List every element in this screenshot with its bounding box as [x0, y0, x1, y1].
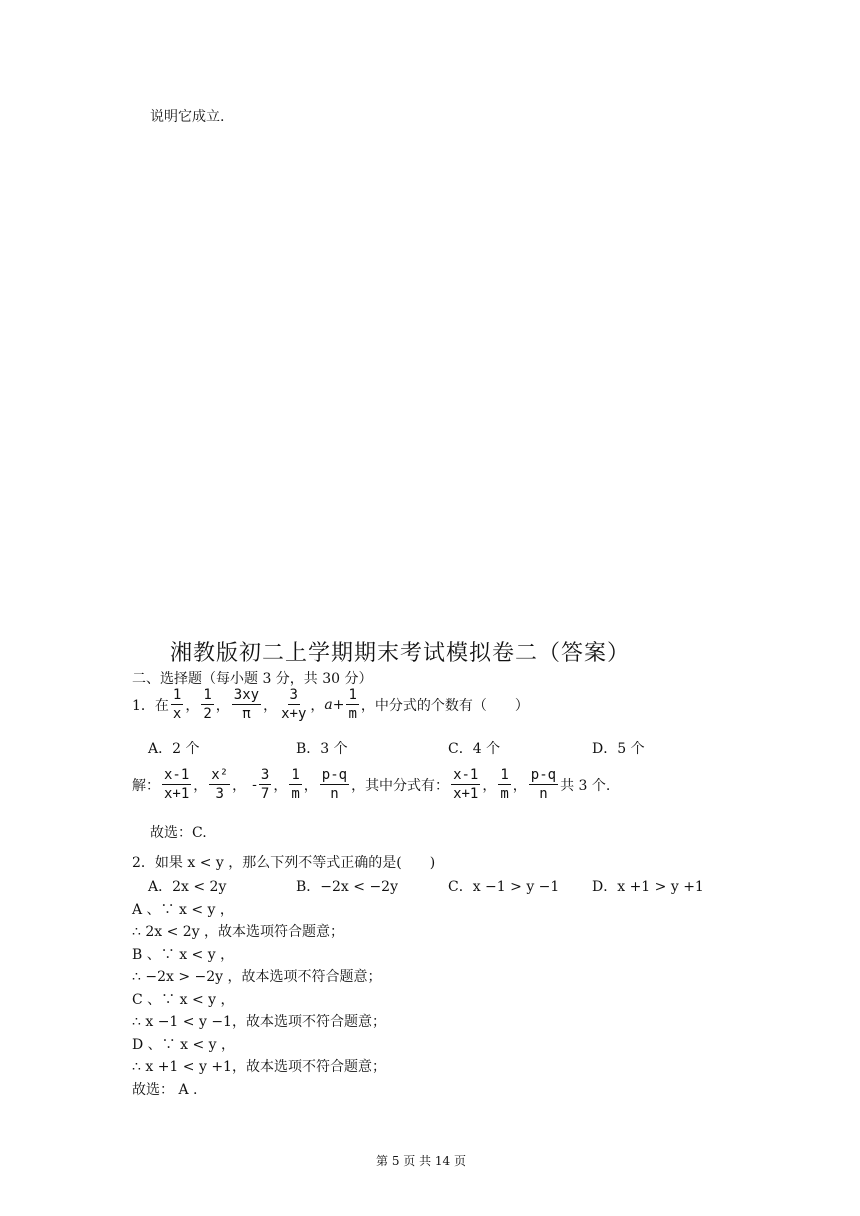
- q2-line-1: A 、∵ x < y ，: [132, 902, 234, 918]
- q1-sol-frac-3: $\frac{3}{7}$: [260, 767, 270, 802]
- page-footer: 第 5 页 共 14 页: [376, 1154, 466, 1168]
- q1-frac-2: $\frac{1}{2}$: [203, 687, 212, 722]
- intro-line: 说明它成立.: [150, 109, 225, 125]
- q1-sol-frac-2: $\frac{\text{x²}}{3}$: [211, 767, 229, 802]
- q2-line-9: 故选： A .: [132, 1082, 198, 1098]
- q1-frac-3: $\frac{3xy}{\pi}$: [233, 687, 260, 722]
- q2-option-c: C．x −1 > y −1: [448, 879, 560, 895]
- q2-line-6: ∴ x −1 < y −1，故本选项不符合题意；: [132, 1014, 386, 1030]
- q2-stem: 2．如果 x < y ，那么下列不等式正确的是( ): [132, 855, 436, 871]
- q1-sol-mid: 其中分式有：: [365, 777, 450, 794]
- q1-sol-frac-7: $\frac{1}{m}$: [500, 767, 509, 802]
- q1-frac-5: $\frac{1}{m}$: [348, 687, 357, 722]
- q1-answer: 故选：C.: [150, 825, 207, 841]
- q1-a-plus: a+: [324, 696, 345, 713]
- q1-solution: 解： $\frac{x-1}{x+1}$ ， $\frac{\text{x²}}{3}$ ， - $\frac{3}{7}$ ， $\frac{1}{m}$ ， $\frac{p-q}{n}$ ， 其中分式有： $\frac{x-1}{x+1}$ ， $\frac{1}{m}$ ， $\frac{p-q}{n}$ 共 3 个.: [132, 767, 611, 802]
- q1-number: 1．在: [132, 697, 169, 714]
- q2-option-a: A．2x < 2y: [148, 879, 227, 895]
- q1-sol-frac-4: $\frac{1}{m}$: [291, 767, 300, 802]
- q1-sol-prefix: 解：: [132, 777, 160, 794]
- q2-line-4: ∴ −2x > −2y ，故本选项不符合题意；: [132, 969, 382, 985]
- q1-sol-tail: 共 3 个.: [560, 777, 611, 794]
- q2-option-d: D．x +1 > y +1: [592, 879, 704, 895]
- q1-option-b: B．3 个: [296, 741, 348, 757]
- q2-option-b: B．−2x < −2y: [296, 879, 398, 895]
- q1-frac-4: $\frac{3}{x+y}$: [281, 687, 307, 722]
- q1-stem: 1．在 $\frac{1}{x}$ ， $\frac{1}{2}$ ， $\frac{3xy}{\pi}$ ， $\frac{3}{x+y}$ ， a+ $\frac{1}{m}$ ，中分式的个数有（ ）: [132, 687, 529, 722]
- page-title: 湘教版初二上学期期末考试模拟卷二（答案）: [170, 641, 631, 666]
- q1-sol-frac-5: $\frac{p-q}{n}$: [321, 767, 348, 802]
- q1-sol-frac-6: $\frac{x-1}{x+1}$: [453, 767, 479, 802]
- q1-frac-1: $\frac{1}{x}$: [172, 687, 182, 722]
- q2-line-3: B 、∵ x < y ，: [132, 947, 235, 963]
- q1-tail: ，中分式的个数有（ ）: [360, 697, 529, 714]
- q1-sol-frac-8: $\frac{p-q}{n}$: [530, 767, 557, 802]
- q2-line-5: C 、∵ x < y ，: [132, 992, 235, 1008]
- q1-option-a: A．2 个: [148, 741, 200, 757]
- q1-option-c: C．4 个: [448, 741, 501, 757]
- q2-line-8: ∴ x +1 < y +1，故本选项不符合题意；: [132, 1059, 386, 1075]
- section-heading: 二、选择题（每小题 3 分，共 30 分）: [132, 671, 373, 687]
- q1-option-d: D．5 个: [592, 741, 645, 757]
- q1-sol-neg: -: [252, 776, 257, 793]
- q2-line-2: ∴ 2x < 2y ，故本选项符合题意；: [132, 924, 345, 940]
- q1-sol-frac-1: $\frac{x-1}{x+1}$: [164, 767, 190, 802]
- q2-line-7: D 、∵ x < y ，: [132, 1037, 236, 1053]
